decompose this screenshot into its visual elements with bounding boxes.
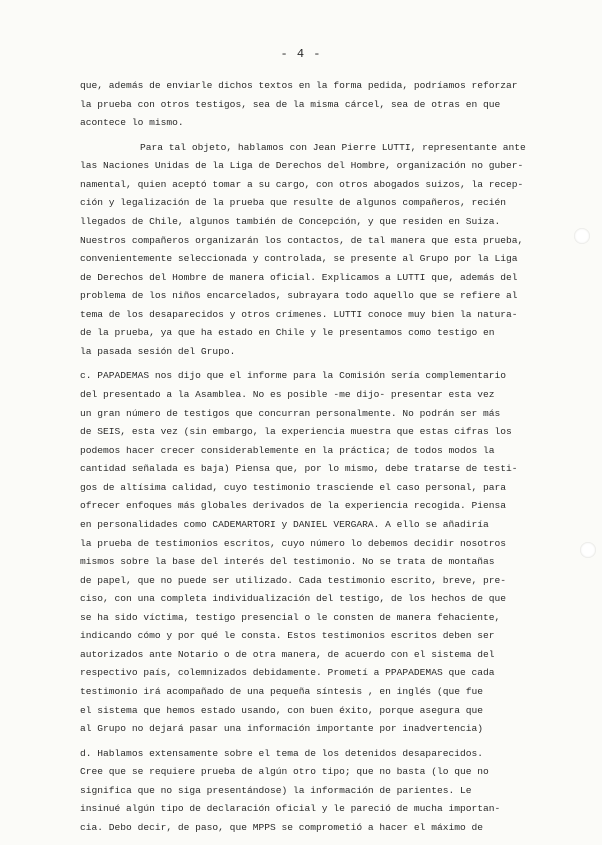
text-line: autorizados ante Notario o de otra manera, de acuerdo con el sistema del — [80, 648, 495, 660]
text-line: indicando cómo y por qué le consta. Estos testimonios escritos deben ser — [80, 630, 495, 642]
text-line: ción y legalización de la prueba que resulte de algunos compañeros, recién — [80, 197, 507, 209]
text-line: insinué algún tipo de declaración oficial y le pareció de mucha importan- — [80, 803, 501, 815]
text-line: tema de los desaparecidos y otros crímenes. LUTTI conoce muy bien la natura- — [80, 308, 518, 320]
text-line: respectivo país, colemnizados debidamente. Prometí a PPAPADEMAS que cada — [80, 667, 495, 679]
text-line: significa que no siga presentándose) la información de parientes. Le — [80, 784, 472, 796]
text-line: de la prueba, ya que ha estado en Chile y le presentamos como testigo en — [80, 327, 495, 339]
text-line: gos de altísima calidad, cuyo testimonio trasciende el caso personal, para — [80, 481, 507, 493]
text-line: la prueba con otros testigos, sea de la misma cárcel, sea de otras en que — [80, 98, 501, 110]
text-line: mismos sobre la base del interés del testimonio. No se trata de montañas — [80, 556, 495, 568]
text-line: d. Hablamos extensamente sobre el tema de los detenidos desaparecidos. — [80, 747, 484, 759]
text-line: podemos hacer crecer considerablemente en la práctica; de todos modos la — [80, 444, 495, 456]
text-line: la prueba de testimonios escritos, cuyo número lo debemos decidir nosotros — [80, 537, 507, 549]
text-line: acontece lo mismo. — [80, 117, 184, 129]
text-line: llegados de Chile, algunos también de Concepción, y que residen en Suiza. — [80, 215, 501, 227]
punch-hole — [580, 542, 596, 558]
text-line: de SEIS, esta vez (sin embargo, la experiencia muestra que estas cifras los — [80, 426, 512, 438]
text-line: que, además de enviarle dichos textos en la forma pedida, podríamos reforzar — [80, 80, 518, 91]
text-line: las Naciones Unidas de la Liga de Derechos del Hombre, organización no guber- — [80, 160, 524, 172]
text-line: problema de los niños encarcelados, subrayara todo aquello que se refiere al — [80, 290, 518, 302]
text-line: se ha sido víctima, testigo presencial o le consten de manera fehaciente, — [80, 611, 501, 623]
text-line: ofrecer enfoques más globales derivados de la experiencia recogida. Piensa — [80, 500, 507, 512]
text-line: namental, quien aceptó tomar a su cargo, con otros abogados suizos, la recep- — [80, 178, 524, 190]
page-number: - 4 - — [280, 47, 322, 61]
text-line: la pasada sesión del Grupo. — [80, 345, 236, 357]
text-line: el sistema que hemos estado usando, con buen éxito, porque asegura que — [80, 704, 484, 716]
text-line: Nuestros compañeros organizarán los contactos, de tal manera que esta prueba, — [80, 234, 524, 246]
punch-hole — [574, 228, 590, 244]
text-line: ciso, con una completa individualización del testigo, de los hechos de que — [80, 593, 507, 605]
text-line: Cree que se requiere prueba de algún otro tipo; que no basta (lo que no — [80, 766, 489, 778]
text-line: un gran número de testigos que concurran personalmente. No podrán ser más — [80, 407, 501, 419]
text-line: de papel, que no puede ser utilizado. Cada testimonio escrito, breve, pre- — [80, 574, 507, 586]
text-line: cia. Debo decir, de paso, que MPPS se comprometió a hacer el máximo de — [80, 822, 484, 833]
text-line: de Derechos del Hombre de manera oficial. Explicamos a LUTTI que, además del — [80, 271, 518, 283]
text-line: Para tal objeto, hablamos con Jean Pierre LUTTI, representante ante — [140, 141, 526, 153]
text-line: del presentado a la Asamblea. No es posible -me dijo- presentar esta vez — [80, 389, 495, 401]
text-line: convenientemente seleccionada y controlada, se presente al Grupo por la Liga — [80, 253, 518, 265]
text-line: testimonio irá acompañado de una pequeña síntesis , en inglés (que fue — [80, 686, 484, 698]
text-line: c. PAPADEMAS nos dijo que el informe para la Comisión sería complementario — [80, 370, 507, 382]
text-line: cantidad señalada es baja) Piensa que, por lo mismo, debe tratarse de testi- — [80, 463, 518, 475]
text-line: en personalidades como CADEMARTORI y DANIEL VERGARA. A ello se añadiría — [80, 518, 489, 530]
text-line: al Grupo no dejará pasar una información importante por inadvertencia) — [80, 723, 484, 735]
